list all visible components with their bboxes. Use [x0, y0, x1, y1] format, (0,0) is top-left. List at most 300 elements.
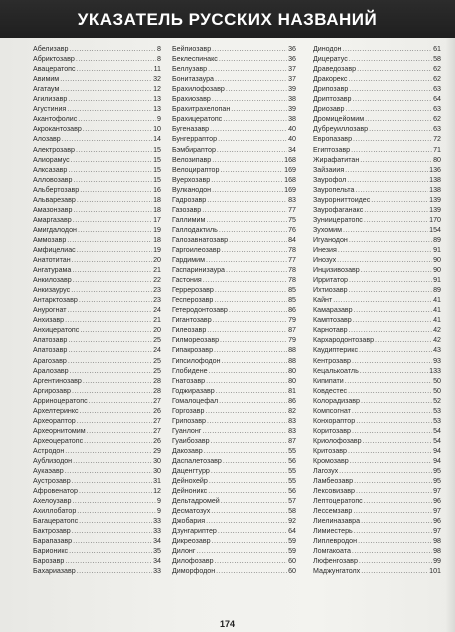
index-entry — [172, 355, 296, 365]
index-entry — [33, 165, 161, 175]
entry-page: 15 — [153, 145, 161, 154]
entry-name: Дриптозавр — [313, 95, 352, 104]
index-entry — [313, 506, 441, 516]
entry-name: Гардимим — [172, 256, 205, 265]
entry-name: Египтозавр — [313, 145, 351, 154]
entry-name: Альбертозавр — [33, 185, 80, 194]
entry-page: 83 — [288, 416, 296, 425]
entry-name: Критозавр — [313, 446, 347, 455]
entry-name: Геррерозавр — [172, 286, 214, 295]
index-entry — [313, 305, 441, 315]
index-entry — [33, 406, 161, 416]
index-entry — [33, 54, 161, 64]
dot-leader — [356, 418, 432, 426]
index-entry — [172, 134, 296, 144]
dot-leader — [208, 66, 287, 74]
index-entry — [172, 556, 296, 566]
entry-name: Дрипозавр — [313, 85, 349, 94]
index-entry — [313, 255, 441, 265]
entry-name: Ахелоузавр — [33, 497, 72, 506]
dot-leader — [350, 458, 432, 466]
dot-leader — [204, 448, 287, 456]
entry-name: Ахиллобатор — [33, 507, 77, 516]
entry-page: 24 — [153, 306, 161, 315]
entry-name: Дубреуиллозавр — [313, 125, 369, 134]
dot-leader — [73, 458, 152, 466]
entry-page: 93 — [433, 356, 441, 365]
entry-name: Гуанлонг — [172, 426, 202, 435]
entry-page: 25 — [153, 336, 161, 345]
entry-name: Гастония — [172, 276, 202, 285]
dot-leader — [68, 307, 153, 315]
index-entry — [172, 526, 296, 536]
entry-name: Игуанодон — [313, 235, 348, 244]
dot-leader — [65, 448, 152, 456]
dot-leader — [354, 528, 432, 536]
entry-name: Аргирозавр — [33, 386, 71, 395]
index-column-1 — [33, 44, 161, 576]
index-entry — [33, 536, 161, 546]
entry-name: Карнотавр — [313, 326, 348, 335]
dot-leader — [219, 227, 287, 235]
entry-name: Дилонг — [172, 547, 196, 556]
entry-page: 95 — [433, 477, 441, 486]
dot-leader — [71, 287, 152, 295]
entry-page: 83 — [288, 426, 296, 435]
entry-page: 37 — [288, 65, 296, 74]
dot-leader — [352, 358, 432, 366]
index-entry — [313, 175, 441, 185]
index-entry — [172, 185, 296, 195]
dot-leader — [207, 327, 287, 335]
dot-leader — [72, 388, 152, 396]
entry-page: 28 — [153, 386, 161, 395]
entry-page: 59 — [288, 547, 296, 556]
entry-name: Бахариазавр — [33, 567, 76, 576]
dot-leader — [223, 116, 287, 124]
entry-name: Агустиния — [33, 105, 67, 114]
dot-leader — [65, 558, 152, 566]
index-entry — [313, 185, 441, 195]
entry-name: Агилизавр — [33, 95, 68, 104]
entry-page: 15 — [153, 165, 161, 174]
entry-name: Архелтеринкс — [33, 406, 79, 415]
entry-name: Дейноникс — [172, 487, 208, 496]
index-entry — [33, 275, 161, 285]
entry-name: Алозавр — [33, 135, 61, 144]
entry-name: Анхизавр — [33, 316, 65, 325]
entry-page: 25 — [153, 356, 161, 365]
entry-page: 27 — [153, 416, 161, 425]
dot-leader — [68, 337, 152, 345]
entry-name: Авацератопс — [33, 65, 76, 74]
dot-leader — [353, 508, 432, 516]
entry-name: Галлимим — [172, 215, 206, 224]
entry-name: Дейнохейр — [172, 477, 208, 486]
entry-name: Бейпиозавр — [172, 45, 212, 54]
index-entry — [313, 546, 441, 556]
entry-page: 9 — [157, 497, 161, 506]
index-entry — [172, 144, 296, 154]
index-entry — [172, 165, 296, 175]
entry-page: 41 — [433, 306, 441, 315]
index-entry — [313, 476, 441, 486]
entry-name: Амфицелиас — [33, 245, 76, 254]
entry-page: 26 — [153, 436, 161, 445]
entry-name: Колорадизавр — [313, 396, 360, 405]
dot-leader — [349, 237, 432, 245]
entry-name: Археоцератопс — [33, 436, 84, 445]
dot-leader — [73, 538, 152, 546]
dot-leader — [363, 438, 433, 446]
index-entry — [313, 496, 441, 506]
entry-page: 50 — [433, 376, 441, 385]
entry-name: Дриозавр — [313, 105, 345, 114]
index-entry — [172, 446, 296, 456]
entry-page: 53 — [433, 416, 441, 425]
index-entry — [172, 54, 296, 64]
index-entry — [172, 124, 296, 134]
dot-leader — [80, 187, 152, 195]
dot-leader — [210, 126, 287, 134]
entry-page: 91 — [433, 245, 441, 254]
entry-page: 154 — [429, 225, 441, 234]
entry-name: Гетеродонтозавр — [172, 306, 228, 315]
entry-page: 53 — [433, 406, 441, 415]
entry-page: 56 — [288, 487, 296, 496]
index-entry — [172, 44, 296, 54]
dot-leader — [338, 247, 432, 255]
entry-name: Дромицейомим — [313, 115, 365, 124]
index-entry — [33, 114, 161, 124]
index-entry — [313, 295, 441, 305]
entry-name: Лептоцератопс — [313, 497, 363, 506]
entry-page: 24 — [153, 346, 161, 355]
index-entry — [172, 255, 296, 265]
entry-name: Инцизивозавр — [313, 266, 360, 275]
dot-leader — [212, 187, 283, 195]
entry-name: Глобидене — [172, 366, 208, 375]
entry-page: 83 — [288, 195, 296, 204]
index-entry — [313, 144, 441, 154]
index-entry — [33, 556, 161, 566]
index-entry — [313, 275, 441, 285]
index-entry — [313, 566, 441, 576]
entry-name: Кархародонтозавр — [313, 336, 375, 345]
entry-name: Гомалоцефал — [172, 396, 219, 405]
entry-page: 35 — [153, 547, 161, 556]
index-entry — [172, 335, 296, 345]
entry-name: Инезия — [313, 245, 337, 254]
index-entry — [172, 506, 296, 516]
entry-name: Кецалькоатль — [313, 366, 359, 375]
dot-leader — [222, 358, 288, 366]
entry-name: Годжиразавр — [172, 386, 215, 395]
entry-name: Апатозавр — [33, 336, 68, 345]
index-entry — [172, 516, 296, 526]
entry-name: Амазонзавр — [33, 205, 73, 214]
entry-page: 30 — [153, 467, 161, 476]
index-entry — [313, 54, 441, 64]
dot-leader — [77, 508, 156, 516]
dot-leader — [68, 358, 152, 366]
dot-leader — [217, 147, 287, 155]
index-entry — [33, 64, 161, 74]
index-entry — [172, 546, 296, 556]
entry-name: Бонитазаура — [172, 75, 214, 84]
dot-leader — [333, 297, 432, 305]
entry-name: Амаргазавр — [33, 215, 72, 224]
index-entry — [313, 325, 441, 335]
index-entry — [172, 305, 296, 315]
entry-page: 85 — [288, 286, 296, 295]
entry-page: 52 — [433, 396, 441, 405]
entry-page: 8 — [157, 45, 161, 54]
entry-page: 76 — [288, 225, 296, 234]
entry-page: 60 — [288, 557, 296, 566]
index-entry — [33, 456, 161, 466]
dot-leader — [212, 538, 288, 546]
index-entry — [172, 496, 296, 506]
index-entry — [172, 376, 296, 386]
entry-name: Анурогнат — [33, 306, 67, 315]
index-column-3 — [313, 44, 441, 576]
entry-name: Дикреозавр — [172, 537, 211, 546]
entry-page: 54 — [433, 426, 441, 435]
index-entry — [313, 466, 441, 476]
entry-page: 139 — [429, 205, 441, 214]
index-entry — [313, 456, 441, 466]
index-entry — [172, 104, 296, 114]
index-entry — [33, 84, 161, 94]
index-entry — [172, 476, 296, 486]
index-entry — [33, 516, 161, 526]
index-entry — [33, 295, 161, 305]
dot-leader — [79, 297, 152, 305]
entry-name: Инозух — [313, 256, 337, 265]
entry-page: 31 — [153, 477, 161, 486]
index-entry — [172, 436, 296, 446]
dot-leader — [78, 227, 152, 235]
index-entry — [172, 245, 296, 255]
dot-leader — [352, 428, 432, 436]
index-entry — [313, 225, 441, 235]
dot-leader — [348, 388, 432, 396]
entry-page: 41 — [433, 316, 441, 325]
entry-page: 64 — [288, 527, 296, 536]
entry-page: 9 — [157, 507, 161, 516]
index-entry — [313, 426, 441, 436]
entry-page: 15 — [153, 155, 161, 164]
entry-page: 42 — [433, 336, 441, 345]
entry-name: Гнатозавр — [172, 376, 206, 385]
entry-name: Брахиозавр — [172, 95, 211, 104]
index-entry — [33, 566, 161, 576]
index-entry — [313, 345, 441, 355]
index-entry — [313, 446, 441, 456]
index-entry — [33, 155, 161, 165]
index-entry — [172, 235, 296, 245]
entry-page: 95 — [433, 467, 441, 476]
entry-page: 88 — [288, 346, 296, 355]
index-entry — [172, 94, 296, 104]
dot-leader — [359, 347, 432, 355]
index-entry — [313, 124, 441, 134]
entry-name: Десматозух — [172, 507, 211, 516]
dot-leader — [203, 277, 287, 285]
entry-name: Багацератопс — [33, 517, 79, 526]
index-entry — [33, 144, 161, 154]
entry-page: 63 — [433, 85, 441, 94]
dot-leader — [215, 76, 287, 84]
index-entry — [33, 285, 161, 295]
entry-page: 10 — [153, 125, 161, 134]
index-entry — [313, 155, 441, 165]
entry-page: 97 — [433, 487, 441, 496]
index-entry — [172, 486, 296, 496]
entry-name: Аммозавр — [33, 235, 67, 244]
dot-leader — [72, 528, 152, 536]
index-entry — [33, 386, 161, 396]
entry-name: Липлевродон — [313, 537, 358, 546]
dot-leader — [65, 468, 152, 476]
dot-leader — [364, 498, 432, 506]
index-entry — [313, 74, 441, 84]
index-entry — [313, 366, 441, 376]
entry-page: 97 — [433, 507, 441, 516]
entry-page: 56 — [288, 456, 296, 465]
index-entry — [33, 94, 161, 104]
dot-leader — [352, 548, 432, 556]
dot-leader — [68, 347, 152, 355]
index-entry — [33, 436, 161, 446]
dot-leader — [354, 307, 432, 315]
index-entry — [313, 165, 441, 175]
index-entry — [172, 396, 296, 406]
entry-name: Астродон — [33, 446, 65, 455]
index-entry — [33, 416, 161, 426]
dot-leader — [196, 548, 287, 556]
entry-page: 20 — [153, 326, 161, 335]
entry-name: Гипакрозавр — [172, 346, 214, 355]
entry-name: Дицератус — [313, 55, 348, 64]
dot-leader — [72, 257, 152, 265]
index-entry — [313, 526, 441, 536]
entry-name: Гаргоилеозавр — [172, 245, 221, 254]
dot-leader — [220, 167, 283, 175]
index-entry — [33, 74, 161, 84]
entry-page: 72 — [433, 135, 441, 144]
dot-leader — [65, 317, 152, 325]
index-entry — [313, 134, 441, 144]
entry-name: Археорнитомим — [33, 426, 86, 435]
dot-leader — [83, 126, 152, 134]
entry-page: 13 — [153, 105, 161, 114]
entry-name: Лексовизавр — [313, 487, 355, 496]
index-entry — [172, 225, 296, 235]
entry-name: Зухомим — [313, 225, 342, 234]
index-entry — [313, 536, 441, 546]
dot-leader — [349, 277, 432, 285]
dot-leader — [69, 46, 156, 54]
entry-page: 9 — [157, 115, 161, 124]
dot-leader — [73, 217, 152, 225]
entry-page: 71 — [433, 145, 441, 154]
entry-name: Заурофаганакс — [313, 205, 364, 214]
entry-name: Анатотитан — [33, 256, 71, 265]
page-title: УКАЗАТЕЛЬ РУССКИХ НАЗВАНИЙ — [77, 10, 378, 29]
dot-leader — [202, 428, 287, 436]
entry-name: Джобария — [172, 517, 206, 526]
dot-leader — [67, 106, 152, 114]
entry-page: 22 — [153, 276, 161, 285]
entry-name: Компсогнат — [313, 406, 351, 415]
page-spine-shadow — [445, 38, 455, 632]
entry-name: Лессемзавр — [313, 507, 353, 516]
entry-page: 34 — [153, 537, 161, 546]
entry-page: 39 — [288, 85, 296, 94]
dot-leader — [345, 378, 432, 386]
index-entry — [313, 436, 441, 446]
entry-page: 169 — [284, 185, 296, 194]
entry-name: Афровенатор — [33, 487, 78, 496]
dot-leader — [60, 76, 152, 84]
index-entry — [313, 355, 441, 365]
entry-page: 18 — [153, 235, 161, 244]
dot-leader — [206, 518, 287, 526]
dot-leader — [76, 147, 152, 155]
entry-page: 21 — [153, 266, 161, 275]
index-entry — [313, 84, 441, 94]
entry-name: Алиорамус — [33, 155, 70, 164]
dot-leader — [229, 237, 287, 245]
entry-name: Археораптор — [33, 416, 76, 425]
entry-page: 17 — [153, 215, 161, 224]
index-entry — [172, 114, 296, 124]
entry-page: 168 — [284, 175, 296, 184]
dot-leader — [73, 277, 152, 285]
dot-leader — [72, 267, 152, 275]
dot-leader — [80, 408, 153, 416]
entry-page: 30 — [153, 456, 161, 465]
entry-name: Брахилофозавр — [172, 85, 225, 94]
entry-page: 82 — [288, 406, 296, 415]
entry-name: Кентрозавр — [313, 356, 351, 365]
index-entry — [172, 215, 296, 225]
entry-page: 34 — [288, 145, 296, 154]
dot-leader — [80, 327, 152, 335]
entry-name: Беллузавр — [172, 65, 208, 74]
entry-page: 38 — [288, 95, 296, 104]
dot-leader — [206, 378, 287, 386]
entry-page: 79 — [288, 316, 296, 325]
dot-leader — [215, 287, 287, 295]
index-entry — [313, 265, 441, 275]
index-entry — [172, 155, 296, 165]
entry-name: Брахитрахелопан — [172, 105, 231, 114]
entry-page: 58 — [433, 55, 441, 64]
entry-page: 40 — [288, 135, 296, 144]
dot-leader — [74, 177, 153, 185]
entry-name: Кайнт — [313, 296, 333, 305]
dot-leader — [357, 66, 432, 74]
dot-leader — [219, 398, 287, 406]
entry-page: 37 — [288, 75, 296, 84]
dot-leader — [72, 478, 152, 486]
entry-page: 50 — [433, 386, 441, 395]
index-entry — [33, 506, 161, 516]
index-entry — [313, 94, 441, 104]
